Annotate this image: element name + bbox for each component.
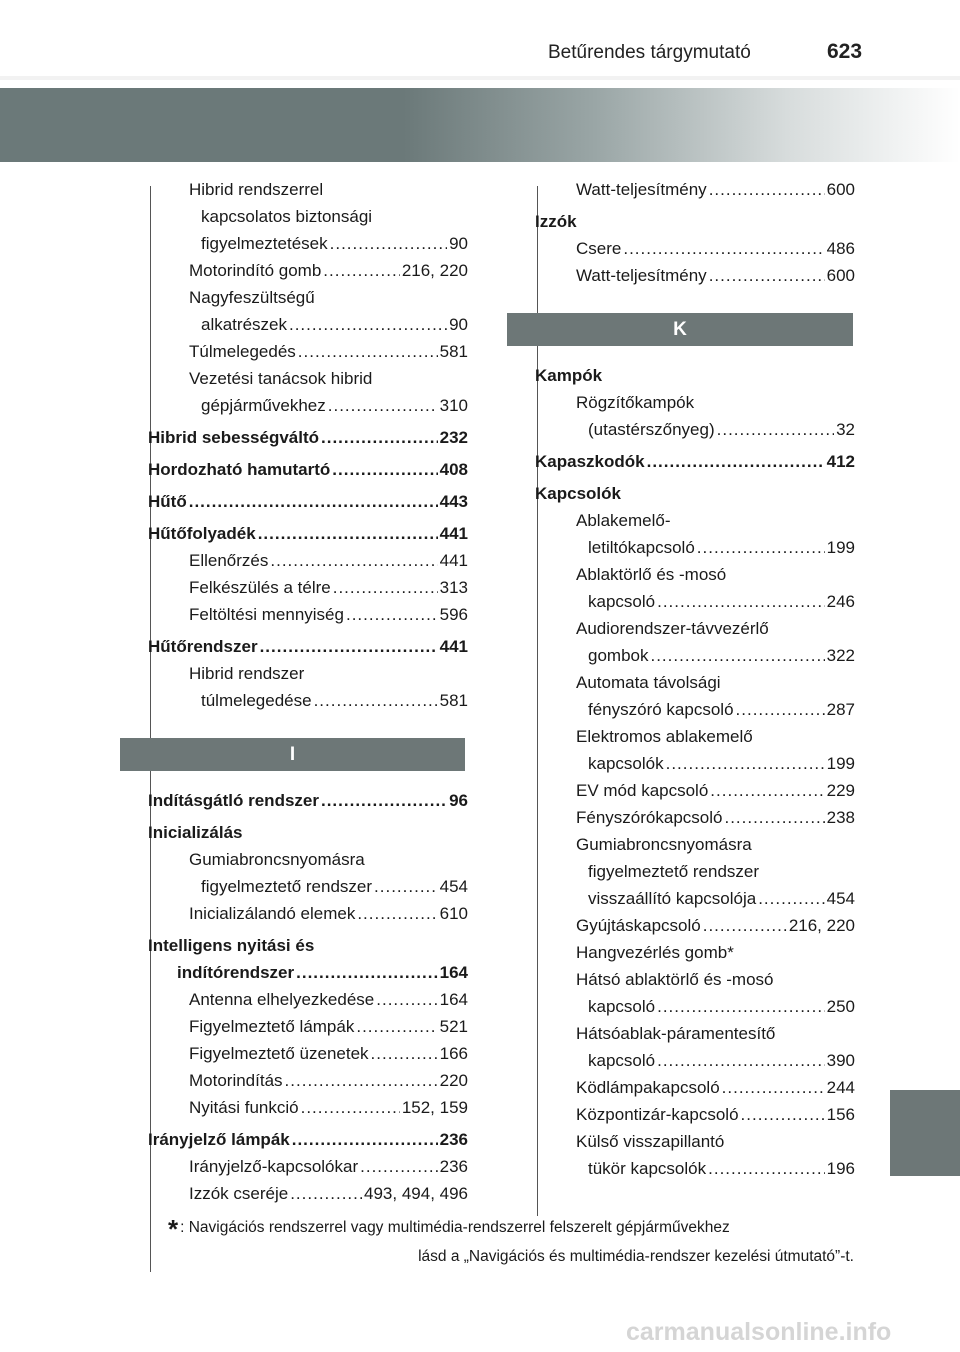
index-entry	[148, 1040, 468, 1067]
index-entry	[148, 456, 468, 483]
index-entry-label: Ablaktörlő és -mosó	[576, 565, 727, 584]
dot-leader	[360, 1153, 437, 1180]
index-entry-label: fényszóró kapcsoló	[588, 700, 734, 719]
index-entry-page: 236	[439, 1130, 468, 1149]
dot-leader	[330, 230, 447, 257]
index-entry	[148, 284, 468, 311]
index-entry-label: Audiorendszer-távvezérlő	[576, 619, 769, 638]
index-entry-page: 441	[439, 551, 468, 570]
dot-leader	[722, 1074, 825, 1101]
index-entry	[148, 1094, 468, 1121]
dot-leader	[657, 588, 825, 615]
footnote-star: *	[168, 1214, 179, 1244]
index-entry-label: Nyitási funkció	[189, 1098, 299, 1117]
index-entry	[148, 846, 468, 873]
index-entry-page: 454	[826, 889, 855, 908]
dot-leader	[709, 176, 825, 203]
index-entry-label: Intelligens nyitási és	[148, 936, 315, 955]
index-entry	[535, 588, 855, 615]
index-entry-page: 313	[439, 578, 468, 597]
index-entry	[148, 424, 468, 451]
index-entry	[535, 1101, 855, 1128]
dot-leader	[321, 787, 447, 814]
index-entry-page: 216, 220	[788, 916, 855, 935]
index-entry	[535, 858, 855, 885]
dot-leader	[697, 534, 825, 561]
index-entry-label: Izzók	[535, 212, 577, 231]
index-entry	[535, 1074, 855, 1101]
index-entry-page: 246	[826, 592, 855, 611]
index-entry	[148, 365, 468, 392]
index-entry-label: Watt-teljesítmény	[576, 266, 707, 285]
index-entry-label: Fényszórókapcsoló	[576, 808, 723, 827]
index-entry-page: 454	[439, 877, 468, 896]
index-entry-page: 493, 494, 496	[364, 1184, 468, 1203]
dot-leader	[289, 311, 447, 338]
index-entry-page: 229	[826, 781, 855, 800]
index-entry	[148, 819, 468, 846]
header-rule	[0, 76, 960, 80]
index-entry	[535, 235, 855, 262]
dot-leader	[260, 633, 438, 660]
dot-leader	[703, 912, 787, 939]
dot-leader	[296, 959, 438, 986]
header-title: Betűrendes tárgymutató	[548, 42, 751, 63]
dot-leader	[657, 1047, 825, 1074]
index-entry-label: kapcsolók	[588, 754, 664, 773]
index-entry	[148, 520, 468, 547]
index-entry	[535, 750, 855, 777]
dot-leader	[666, 750, 825, 777]
index-entry	[535, 176, 855, 203]
index-entry-page: 96	[449, 791, 468, 810]
index-entry-page: 443	[439, 492, 468, 511]
index-entry	[535, 804, 855, 831]
index-entry-label: Rögzítőkampók	[576, 393, 695, 412]
dot-leader	[650, 642, 824, 669]
index-entry-label: Ellenőrzés	[189, 551, 269, 570]
index-entry-label: Watt-teljesítmény	[576, 180, 707, 199]
index-column-left	[148, 176, 468, 1207]
index-entry	[535, 723, 855, 750]
index-entry	[535, 480, 855, 507]
index-entry	[535, 966, 855, 993]
index-entry-label: Felkészülés a télre	[189, 578, 331, 597]
index-entry-label: gépjárművekhez	[201, 396, 326, 415]
index-entry-label: kapcsoló	[588, 592, 656, 611]
dot-leader	[717, 416, 834, 443]
index-entry-page: 216, 220	[401, 261, 468, 280]
index-entry	[535, 939, 855, 966]
dot-leader	[371, 1040, 438, 1067]
index-column-right	[535, 176, 855, 1182]
index-entry	[148, 959, 468, 986]
header-banner	[0, 88, 960, 162]
index-entry-label: Indításgátló rendszer	[148, 791, 319, 810]
dot-leader	[323, 257, 400, 284]
index-entry-page: 521	[439, 1017, 468, 1036]
index-entry-label: Motorindítás	[189, 1071, 283, 1090]
index-entry	[148, 203, 468, 230]
index-entry-page: 156	[826, 1105, 855, 1124]
footnote-line-1: : Navigációs rendszerrel vagy multimédia-rendszerrel felszerelt gépjárművekhez	[180, 1219, 730, 1236]
index-entry	[148, 1180, 468, 1207]
index-entry-label: Kampók	[535, 366, 603, 385]
index-entry-page: 220	[439, 1071, 468, 1090]
index-entry	[535, 696, 855, 723]
index-entry	[148, 873, 468, 900]
index-entry-label: Hordozható hamutartó	[148, 460, 331, 479]
index-entry	[148, 787, 468, 814]
index-entry-label: Feltöltési mennyiség	[189, 605, 344, 624]
index-entry-page: 486	[826, 239, 855, 258]
index-entry	[148, 176, 468, 203]
footnote	[168, 1214, 858, 1270]
index-entry	[148, 660, 468, 687]
index-entry-page: 90	[449, 234, 468, 253]
index-entry-label: letiltókapcsoló	[588, 538, 695, 557]
index-entry	[535, 262, 855, 289]
index-entry-label: Hibrid rendszerrel	[189, 180, 324, 199]
section-header: K	[507, 313, 853, 346]
index-entry-label: Hűtőrendszer	[148, 637, 258, 656]
dot-leader	[321, 424, 438, 451]
index-entry-page: 199	[826, 538, 855, 557]
dot-leader	[301, 1094, 400, 1121]
dot-leader	[189, 488, 438, 515]
index-entry	[535, 993, 855, 1020]
index-entry-page: 441	[439, 524, 468, 543]
dot-leader	[292, 1126, 438, 1153]
index-entry-page: 244	[826, 1078, 855, 1097]
index-entry-page: 610	[439, 904, 468, 923]
index-entry	[535, 615, 855, 642]
index-entry-label: indítórendszer	[177, 963, 295, 982]
index-entry-label: Külső visszapillantó	[576, 1132, 725, 1151]
dot-leader	[374, 873, 438, 900]
index-entry-page: 164	[439, 963, 468, 982]
index-entry-label: Kapcsolók	[535, 484, 621, 503]
index-entry	[148, 1153, 468, 1180]
index-entry	[148, 633, 468, 660]
index-entry-page: 408	[439, 460, 468, 479]
index-entry	[535, 1020, 855, 1047]
index-entry	[148, 1067, 468, 1094]
index-entry-label: Irányjelző-kapcsolókar	[189, 1157, 359, 1176]
index-entry-label: figyelmeztetések	[201, 234, 328, 253]
index-entry-label: Vezetési tanácsok hibrid	[189, 369, 373, 388]
index-entry-page: 600	[826, 266, 855, 285]
index-entry-label: Ablakemelő-	[576, 511, 671, 530]
index-entry-label: Hibrid rendszer	[189, 664, 305, 683]
index-entry-label: kapcsoló	[588, 997, 656, 1016]
index-entry	[148, 986, 468, 1013]
watermark: carmanualsonline.info	[626, 1318, 892, 1346]
index-entry-page: 310	[439, 396, 468, 415]
index-entry	[535, 642, 855, 669]
index-entry-label: Hűtőfolyadék	[148, 524, 256, 543]
index-entry	[535, 669, 855, 696]
index-entry-label: alkatrészek	[201, 315, 287, 334]
index-entry-label: Automata távolsági	[576, 673, 721, 692]
dot-leader	[623, 235, 824, 262]
index-entry-page: 236	[439, 1157, 468, 1176]
dot-leader	[328, 392, 438, 419]
page-number: 623	[827, 40, 863, 63]
dot-leader	[710, 777, 824, 804]
index-entry-page: 322	[826, 646, 855, 665]
index-entry-label: Inicializálás	[148, 823, 243, 842]
dot-leader	[741, 1101, 825, 1128]
index-entry-page: 412	[826, 452, 855, 471]
index-entry	[535, 389, 855, 416]
index-entry-label: Kapaszkodók	[535, 452, 645, 471]
index-entry-label: Hátsó ablaktörlő és -mosó	[576, 970, 774, 989]
index-entry	[148, 488, 468, 515]
side-tab	[890, 1090, 960, 1176]
index-entry-label: Antenna elhelyezkedése	[189, 990, 375, 1009]
dot-leader	[290, 1180, 362, 1207]
index-entry	[535, 912, 855, 939]
dot-leader	[376, 986, 437, 1013]
index-entry	[148, 601, 468, 628]
index-entry-page: 441	[439, 637, 468, 656]
index-entry-page: 596	[439, 605, 468, 624]
index-entry-label: Hangvezérlés gomb*	[576, 943, 734, 962]
index-entry-page: 32	[836, 420, 855, 439]
dot-leader	[258, 520, 438, 547]
index-entry-page: 390	[826, 1051, 855, 1070]
index-entry-label: Nagyfeszültségű	[189, 288, 315, 307]
index-entry	[535, 831, 855, 858]
index-entry-page: 287	[826, 700, 855, 719]
dot-leader	[356, 1013, 437, 1040]
index-entry	[535, 507, 855, 534]
index-entry-label: kapcsoló	[588, 1051, 656, 1070]
index-entry	[148, 311, 468, 338]
index-entry	[535, 1155, 855, 1182]
index-entry	[148, 574, 468, 601]
index-entry	[148, 547, 468, 574]
index-entry-label: Csere	[576, 239, 622, 258]
index-entry-label: Hibrid sebességváltó	[148, 428, 320, 447]
dot-leader	[657, 993, 825, 1020]
dot-leader	[285, 1067, 438, 1094]
index-entry	[535, 885, 855, 912]
index-entry-label: kapcsolatos biztonsági	[201, 207, 373, 226]
index-entry-label: EV mód kapcsoló	[576, 781, 709, 800]
index-entry	[535, 416, 855, 443]
index-entry	[148, 230, 468, 257]
index-entry-label: (utastérszőnyeg)	[588, 420, 715, 439]
index-entry-label: túlmelegedése	[201, 691, 312, 710]
index-entry	[535, 777, 855, 804]
index-entry-page: 166	[439, 1044, 468, 1063]
index-entry-label: tükör kapcsolók	[588, 1159, 707, 1178]
index-entry-page: 581	[439, 691, 468, 710]
dot-leader	[708, 1155, 825, 1182]
index-entry	[535, 561, 855, 588]
dot-leader	[314, 687, 438, 714]
index-entry	[535, 534, 855, 561]
index-entry-page: 232	[439, 428, 468, 447]
index-entry	[148, 1126, 468, 1153]
index-entry-label: Gumiabroncsnyomásra	[189, 850, 365, 869]
dot-leader	[298, 338, 438, 365]
index-entry-label: Hűtő	[148, 492, 187, 511]
index-entry	[148, 392, 468, 419]
section-header: I	[120, 738, 465, 771]
index-entry	[148, 338, 468, 365]
index-entry-label: Hátsóablak-páramentesítő	[576, 1024, 776, 1043]
index-entry-label: visszaállító kapcsolója	[588, 889, 757, 908]
index-entry-page: 199	[826, 754, 855, 773]
index-entry	[148, 1013, 468, 1040]
index-entry-label: Figyelmeztető lámpák	[189, 1017, 355, 1036]
index-entry-label: Központizár-kapcsoló	[576, 1105, 739, 1124]
index-entry-label: gombok	[588, 646, 649, 665]
footnote-line-2: lásd a „Navigációs és multimédia-rendszer kezelési útmutató”-t.	[418, 1248, 854, 1265]
index-entry	[535, 1047, 855, 1074]
index-entry	[148, 900, 468, 927]
index-entry-label: figyelmeztető rendszer	[201, 877, 373, 896]
index-entry-label: Elektromos ablakemelő	[576, 727, 753, 746]
index-entry-label: Túlmelegedés	[189, 342, 296, 361]
index-entry-page: 600	[826, 180, 855, 199]
dot-leader	[647, 448, 825, 475]
dot-leader	[357, 900, 437, 927]
index-entry	[535, 362, 855, 389]
index-entry-label: Gumiabroncsnyomásra	[576, 835, 752, 854]
index-entry	[535, 448, 855, 475]
index-entry-page: 152, 159	[401, 1098, 468, 1117]
index-entry-page: 196	[826, 1159, 855, 1178]
dot-leader	[346, 601, 438, 628]
index-entry-label: Irányjelző lámpák	[148, 1130, 290, 1149]
index-entry	[535, 1128, 855, 1155]
index-entry	[148, 687, 468, 714]
index-entry	[148, 932, 468, 959]
index-entry-page: 164	[439, 990, 468, 1009]
index-entry-page: 581	[439, 342, 468, 361]
dot-leader	[724, 804, 824, 831]
dot-leader	[709, 262, 825, 289]
index-entry-label: Ködlámpakapcsoló	[576, 1078, 720, 1097]
index-entry-label: Izzók cseréje	[189, 1184, 289, 1203]
index-entry-label: Motorindító gomb	[189, 261, 322, 280]
dot-leader	[333, 574, 438, 601]
dot-leader	[736, 696, 825, 723]
index-entry-page: 90	[449, 315, 468, 334]
dot-leader	[332, 456, 437, 483]
index-entry-page: 238	[826, 808, 855, 827]
index-entry-label: Inicializálandó elemek	[189, 904, 356, 923]
dot-leader	[758, 885, 824, 912]
index-entry	[148, 257, 468, 284]
index-entry-page: 250	[826, 997, 855, 1016]
index-entry-label: Gyújtáskapcsoló	[576, 916, 701, 935]
index-entry	[535, 208, 855, 235]
dot-leader	[270, 547, 437, 574]
index-entry-label: figyelmeztető rendszer	[588, 862, 760, 881]
index-entry-label: Figyelmeztető üzenetek	[189, 1044, 369, 1063]
